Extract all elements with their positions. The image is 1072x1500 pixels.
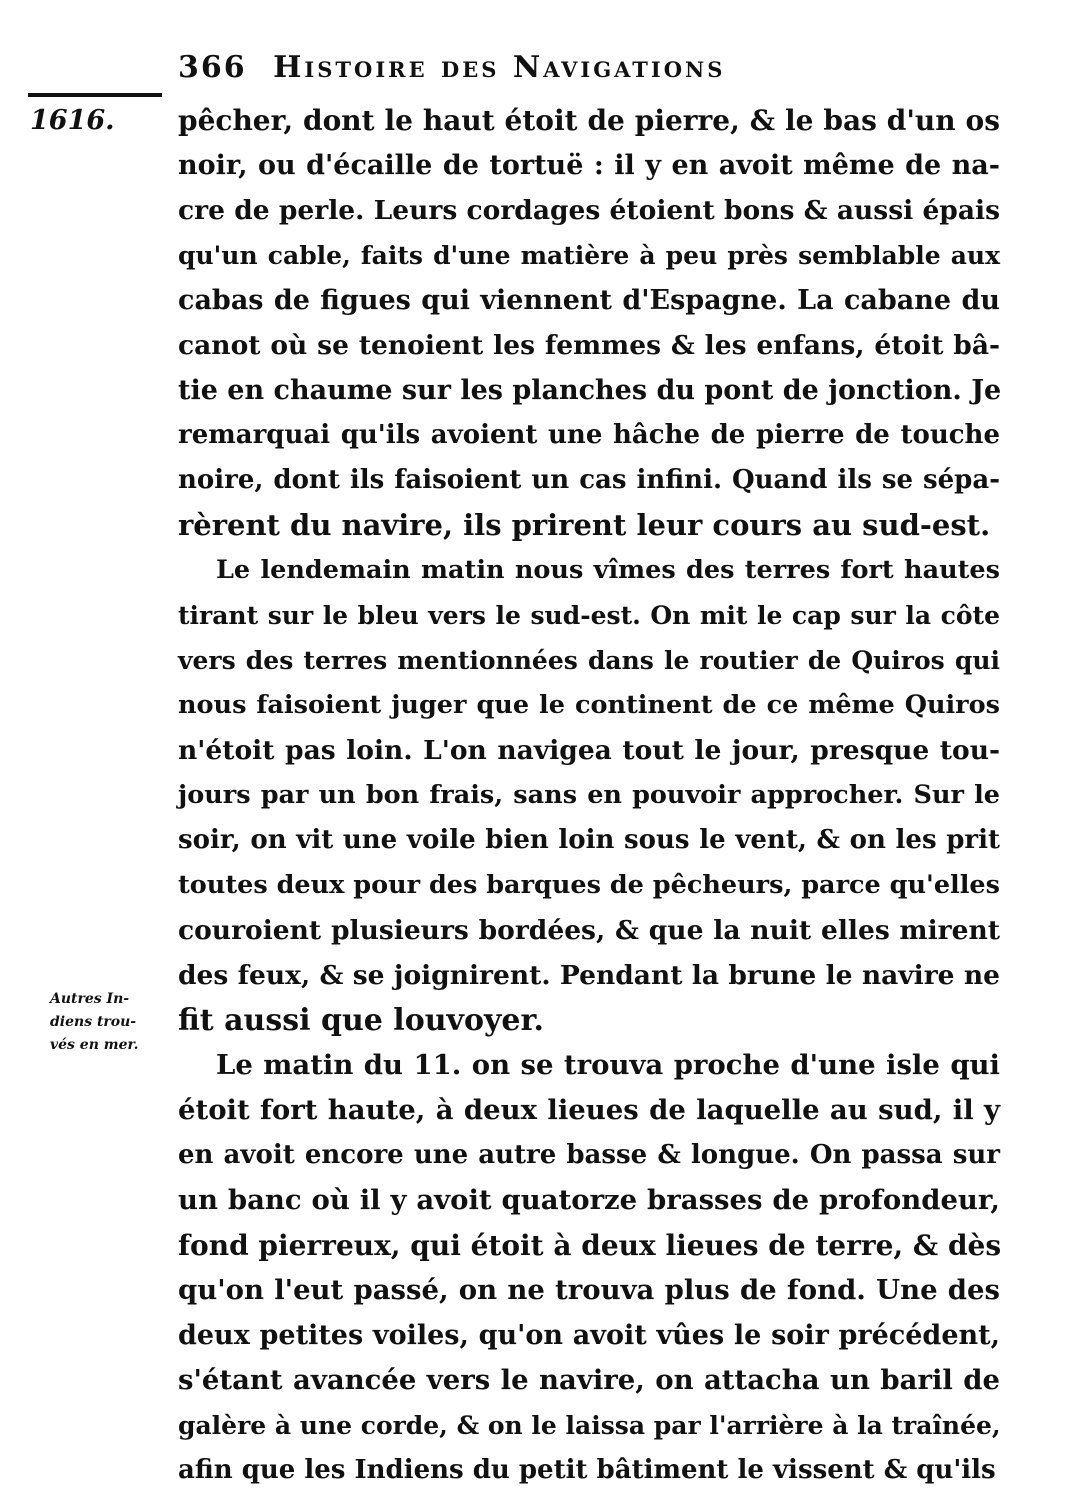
text-line: toutes deux pour des barques de pêcheurs, parce qu'elles — [178, 870, 1000, 900]
margin-note-line: vés en mer. — [50, 1037, 139, 1053]
margin-note — [50, 988, 175, 1057]
text-line: noir, ou d'écaille de tortuë : il y en avoit même de na- — [178, 150, 1000, 181]
text-line: cabas de figues qui viennent d'Espagne. La cabane du — [178, 285, 1000, 316]
text-line: afin que les Indiens du petit bâtiment le vissent & qu'ils — [178, 1455, 996, 1485]
text-line: qu'un cable, faits d'une matière à peu près semblable aux — [178, 241, 1000, 270]
text-line: noire, dont ils faisoient un cas infini. Quand ils se sépa- — [178, 465, 1000, 495]
text-line: un banc où il y avoit quatorze brasses de profondeur, — [178, 1184, 1000, 1216]
text-line: Le lendemain matin nous vîmes des terres fort hautes — [216, 555, 1000, 585]
text-line: canot où se tenoient les femmes & les enfans, étoit bâ- — [178, 330, 1000, 361]
text-line: qu'on l'eut passé, on ne trouva plus de fond. Une des — [178, 1274, 1000, 1306]
margin-note-line: Autres In- — [50, 991, 130, 1007]
body-text — [178, 98, 1000, 1493]
text-line: galère à une corde, & on le laissa par l'arrière à la traînée, — [178, 1411, 1001, 1440]
text-line: soir, on vit une voile bien loin sous le vent, & on les prit — [178, 825, 1000, 855]
text-line: pêcher, dont le haut étoit de pierre, & le bas d'un os — [178, 104, 1000, 137]
page-header — [178, 50, 998, 90]
text-line: fond pierreux, qui étoit à deux lieues de terre, & dès — [178, 1229, 1002, 1262]
page-number: 366 — [178, 50, 247, 85]
paragraph — [178, 98, 1000, 548]
text-line: rèrent du navire, ils prirent leur cours au sud-est. — [178, 508, 991, 542]
running-title: Histoire des Navigations — [273, 50, 726, 85]
paragraph — [178, 548, 1000, 1043]
text-line: des feux, & se joignirent. Pendant la brune le navire ne — [178, 960, 1000, 991]
margin-rule — [28, 93, 162, 97]
text-line: Le matin du 11. on se trouva proche d'une isle qui — [216, 1049, 1000, 1081]
text-line: jours par un bon frais, sans en pouvoir approcher. Sur le — [178, 780, 1000, 810]
text-line: fit aussi que louvoyer. — [178, 1003, 544, 1038]
text-line: s'étant avancée vers le navire, on attacha un baril de — [178, 1364, 1000, 1396]
margin-note-line: diens trou- — [50, 1014, 137, 1030]
text-line: en avoit encore une autre basse & longue. On passa sur — [178, 1140, 1000, 1170]
text-line: tirant sur le bleu vers le sud-est. On mit le cap sur la côte — [178, 601, 1000, 630]
text-line: cre de perle. Leurs cordages étoient bons & aussi épais — [178, 195, 1000, 226]
text-line: remarquai qu'ils avoient une hâche de pierre de touche — [178, 420, 1000, 450]
margin-year: 1616. — [30, 105, 115, 136]
text-line: nous faisoient juger que le continent de ce même Quiros — [178, 690, 1000, 720]
text-line: tie en chaume sur les planches du pont de jonction. Je — [178, 375, 1002, 406]
text-line: vers des terres mentionnées dans le routier de Quiros qui — [178, 646, 1000, 675]
paragraph — [178, 1043, 1000, 1493]
text-line: deux petites voiles, qu'on avoit vûes le soir précédent, — [178, 1320, 1000, 1351]
text-line: étoit fort haute, à deux lieues de laquelle au sud, il y — [178, 1094, 1000, 1126]
text-line: couroient plusieurs bordées, & que la nuit elles mirent — [178, 915, 1000, 946]
text-line: n'étoit pas loin. L'on navigea tout le jour, presque tou- — [178, 735, 1000, 766]
